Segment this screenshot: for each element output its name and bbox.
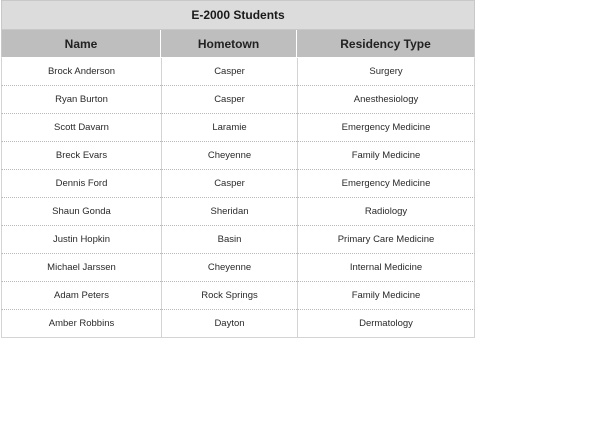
table-row (1, 254, 475, 282)
cell-hometown: Casper (161, 170, 297, 198)
column-header-hometown: Hometown (161, 30, 297, 58)
cell-hometown: Rock Springs (161, 282, 297, 310)
table-caption: E-2000 Students (1, 0, 475, 30)
cell-name: Michael Jarssen (1, 254, 161, 282)
cell-hometown: Casper (161, 86, 297, 114)
column-header-residency-type: Residency Type (297, 30, 475, 58)
cell-residency-type: Emergency Medicine (297, 170, 475, 198)
cell-residency-type: Primary Care Medicine (297, 226, 475, 254)
cell-hometown: Laramie (161, 114, 297, 142)
cell-residency-type: Internal Medicine (297, 254, 475, 282)
cell-residency-type: Dermatology (297, 310, 475, 338)
students-table (1, 0, 475, 338)
column-header-name: Name (1, 30, 161, 58)
cell-hometown: Basin (161, 226, 297, 254)
table-header-row (1, 30, 475, 58)
table-row (1, 198, 475, 226)
cell-residency-type: Anesthesiology (297, 86, 475, 114)
cell-residency-type: Radiology (297, 198, 475, 226)
table-row (1, 142, 475, 170)
table-row (1, 114, 475, 142)
cell-hometown: Cheyenne (161, 142, 297, 170)
cell-residency-type: Family Medicine (297, 142, 475, 170)
cell-name: Breck Evars (1, 142, 161, 170)
cell-name: Amber Robbins (1, 310, 161, 338)
table-row (1, 282, 475, 310)
cell-hometown: Cheyenne (161, 254, 297, 282)
cell-name: Dennis Ford (1, 170, 161, 198)
table-row (1, 310, 475, 338)
cell-residency-type: Emergency Medicine (297, 114, 475, 142)
cell-name: Adam Peters (1, 282, 161, 310)
cell-name: Scott Davarn (1, 114, 161, 142)
table-row (1, 170, 475, 198)
cell-name: Ryan Burton (1, 86, 161, 114)
cell-residency-type: Family Medicine (297, 282, 475, 310)
cell-name: Justin Hopkin (1, 226, 161, 254)
cell-hometown: Dayton (161, 310, 297, 338)
cell-name: Shaun Gonda (1, 198, 161, 226)
cell-name: Brock Anderson (1, 58, 161, 86)
table-row (1, 86, 475, 114)
table-row (1, 226, 475, 254)
cell-residency-type: Surgery (297, 58, 475, 86)
cell-hometown: Casper (161, 58, 297, 86)
table-row (1, 58, 475, 86)
table-caption-row (1, 0, 475, 30)
cell-hometown: Sheridan (161, 198, 297, 226)
